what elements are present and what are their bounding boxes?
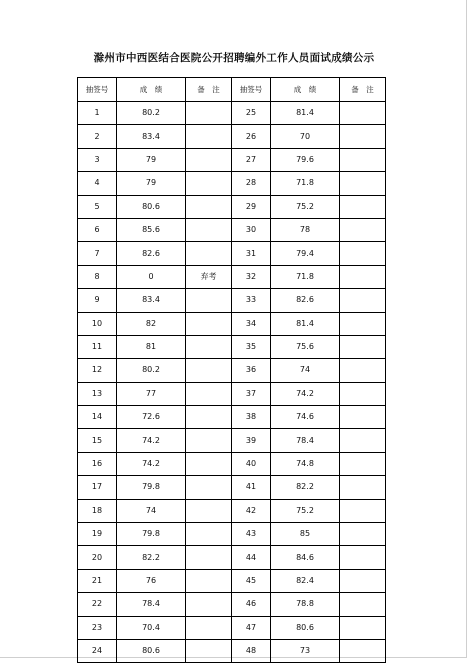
table-row	[78, 335, 386, 358]
remarks-cell	[340, 546, 386, 569]
remarks-cell	[340, 312, 386, 335]
score-cell: 81.4	[271, 312, 340, 335]
remarks-cell	[340, 429, 386, 452]
lot-number-cell: 4	[78, 172, 117, 195]
remarks-cell	[340, 125, 386, 148]
score-cell: 84.6	[271, 546, 340, 569]
lot-number-cell: 48	[232, 639, 271, 662]
remarks-cell	[186, 546, 232, 569]
score-cell: 74	[271, 359, 340, 382]
table-row	[78, 429, 386, 452]
score-cell: 79	[117, 172, 186, 195]
lot-number-cell: 11	[78, 335, 117, 358]
score-cell: 74.6	[271, 406, 340, 429]
remarks-cell	[186, 452, 232, 475]
table-row	[78, 242, 386, 265]
lot-number-cell: 21	[78, 569, 117, 592]
lot-number-cell: 38	[232, 406, 271, 429]
score-cell: 85	[271, 523, 340, 546]
remarks-cell	[340, 335, 386, 358]
table-row	[78, 148, 386, 171]
score-cell: 72.6	[117, 406, 186, 429]
lot-number-cell: 30	[232, 218, 271, 241]
remarks-cell	[340, 569, 386, 592]
score-cell: 82	[117, 312, 186, 335]
remarks-cell	[340, 289, 386, 312]
remarks-cell	[186, 406, 232, 429]
lot-number-cell: 25	[232, 102, 271, 125]
header-remarks: 备 注	[340, 78, 386, 102]
remarks-cell	[340, 218, 386, 241]
remarks-cell	[340, 148, 386, 171]
remarks-cell	[340, 265, 386, 288]
remarks-cell	[186, 172, 232, 195]
table-row	[78, 382, 386, 405]
score-cell: 71.8	[271, 265, 340, 288]
header-remarks: 备 注	[186, 78, 232, 102]
lot-number-cell: 41	[232, 476, 271, 499]
lot-number-cell: 42	[232, 499, 271, 522]
score-cell: 80.2	[117, 102, 186, 125]
score-cell: 80.2	[117, 359, 186, 382]
score-cell: 75.2	[271, 499, 340, 522]
remarks-cell	[186, 429, 232, 452]
lot-number-cell: 43	[232, 523, 271, 546]
lot-number-cell: 24	[78, 639, 117, 662]
remarks-cell	[186, 616, 232, 639]
lot-number-cell: 5	[78, 195, 117, 218]
lot-number-cell: 37	[232, 382, 271, 405]
lot-number-cell: 28	[232, 172, 271, 195]
lot-number-cell: 34	[232, 312, 271, 335]
document-title: 滁州市中西医结合医院公开招聘编外工作人员面试成绩公示	[93, 52, 375, 64]
score-cell: 82.4	[271, 569, 340, 592]
table-header-row	[78, 78, 386, 102]
header-lot-number: 抽签号	[78, 78, 117, 102]
table-row	[78, 569, 386, 592]
score-cell: 79.8	[117, 523, 186, 546]
remarks-cell	[340, 242, 386, 265]
score-cell: 79.8	[117, 476, 186, 499]
table-row	[78, 499, 386, 522]
table-row	[78, 265, 386, 288]
remarks-cell	[186, 499, 232, 522]
lot-number-cell: 10	[78, 312, 117, 335]
lot-number-cell: 40	[232, 452, 271, 475]
table-row	[78, 102, 386, 125]
score-cell: 80.6	[117, 639, 186, 662]
score-cell: 81	[117, 335, 186, 358]
lot-number-cell: 9	[78, 289, 117, 312]
scores-table-body	[78, 78, 386, 663]
lot-number-cell: 44	[232, 546, 271, 569]
table-row	[78, 476, 386, 499]
scores-table	[77, 77, 386, 663]
score-cell: 74	[117, 499, 186, 522]
score-cell: 71.8	[271, 172, 340, 195]
table-row	[78, 523, 386, 546]
lot-number-cell: 1	[78, 102, 117, 125]
lot-number-cell: 12	[78, 359, 117, 382]
lot-number-cell: 7	[78, 242, 117, 265]
remarks-cell	[340, 499, 386, 522]
lot-number-cell: 16	[78, 452, 117, 475]
table-row	[78, 312, 386, 335]
lot-number-cell: 3	[78, 148, 117, 171]
header-score: 成 绩	[271, 78, 340, 102]
lot-number-cell: 14	[78, 406, 117, 429]
table-row	[78, 593, 386, 616]
lot-number-cell: 22	[78, 593, 117, 616]
remarks-cell	[186, 639, 232, 662]
score-cell: 70	[271, 125, 340, 148]
remarks-cell	[340, 523, 386, 546]
score-cell: 74.8	[271, 452, 340, 475]
lot-number-cell: 32	[232, 265, 271, 288]
lot-number-cell: 26	[232, 125, 271, 148]
score-cell: 74.2	[117, 429, 186, 452]
lot-number-cell: 6	[78, 218, 117, 241]
remarks-cell	[186, 359, 232, 382]
table-row	[78, 172, 386, 195]
score-cell: 83.4	[117, 125, 186, 148]
remarks-cell	[340, 616, 386, 639]
remarks-cell	[340, 195, 386, 218]
score-cell: 79	[117, 148, 186, 171]
lot-number-cell: 29	[232, 195, 271, 218]
remarks-cell	[186, 218, 232, 241]
remarks-cell	[340, 172, 386, 195]
lot-number-cell: 47	[232, 616, 271, 639]
remarks-cell	[340, 102, 386, 125]
score-cell: 82.6	[271, 289, 340, 312]
remarks-cell	[186, 195, 232, 218]
score-cell: 78.4	[117, 593, 186, 616]
lot-number-cell: 19	[78, 523, 117, 546]
remarks-cell	[186, 382, 232, 405]
lot-number-cell: 39	[232, 429, 271, 452]
lot-number-cell: 8	[78, 265, 117, 288]
lot-number-cell: 23	[78, 616, 117, 639]
score-cell: 80.6	[271, 616, 340, 639]
remarks-cell	[340, 476, 386, 499]
header-score: 成 绩	[117, 78, 186, 102]
score-cell: 70.4	[117, 616, 186, 639]
table-row	[78, 616, 386, 639]
table-row	[78, 289, 386, 312]
remarks-cell	[340, 593, 386, 616]
remarks-cell	[340, 452, 386, 475]
score-cell: 73	[271, 639, 340, 662]
lot-number-cell: 15	[78, 429, 117, 452]
lot-number-cell: 13	[78, 382, 117, 405]
score-cell: 76	[117, 569, 186, 592]
score-cell: 80.6	[117, 195, 186, 218]
score-cell: 85.6	[117, 218, 186, 241]
lot-number-cell: 2	[78, 125, 117, 148]
lot-number-cell: 18	[78, 499, 117, 522]
score-cell: 74.2	[271, 382, 340, 405]
remarks-cell	[340, 639, 386, 662]
remarks-cell	[186, 148, 232, 171]
remarks-cell	[186, 289, 232, 312]
score-cell: 79.6	[271, 148, 340, 171]
score-cell: 74.2	[117, 452, 186, 475]
remarks-cell	[340, 359, 386, 382]
remarks-cell: 弃考	[186, 265, 232, 288]
table-row	[78, 125, 386, 148]
lot-number-cell: 46	[232, 593, 271, 616]
remarks-cell	[186, 569, 232, 592]
remarks-cell	[186, 312, 232, 335]
score-cell: 0	[117, 265, 186, 288]
score-cell: 78.8	[271, 593, 340, 616]
score-cell: 78	[271, 218, 340, 241]
lot-number-cell: 36	[232, 359, 271, 382]
lot-number-cell: 33	[232, 289, 271, 312]
score-cell: 83.4	[117, 289, 186, 312]
score-cell: 79.4	[271, 242, 340, 265]
lot-number-cell: 31	[232, 242, 271, 265]
remarks-cell	[186, 125, 232, 148]
table-row	[78, 359, 386, 382]
lot-number-cell: 27	[232, 148, 271, 171]
table-row	[78, 218, 386, 241]
score-cell: 75.6	[271, 335, 340, 358]
score-cell: 82.6	[117, 242, 186, 265]
table-row	[78, 452, 386, 475]
remarks-cell	[186, 335, 232, 358]
remarks-cell	[186, 593, 232, 616]
remarks-cell	[186, 102, 232, 125]
remarks-cell	[186, 523, 232, 546]
lot-number-cell: 20	[78, 546, 117, 569]
score-cell: 81.4	[271, 102, 340, 125]
table-row	[78, 195, 386, 218]
score-cell: 77	[117, 382, 186, 405]
table-row	[78, 546, 386, 569]
lot-number-cell: 45	[232, 569, 271, 592]
table-row	[78, 639, 386, 662]
score-cell: 82.2	[271, 476, 340, 499]
remarks-cell	[186, 242, 232, 265]
header-lot-number: 抽签号	[232, 78, 271, 102]
score-cell: 82.2	[117, 546, 186, 569]
lot-number-cell: 17	[78, 476, 117, 499]
lot-number-cell: 35	[232, 335, 271, 358]
score-cell: 78.4	[271, 429, 340, 452]
remarks-cell	[186, 476, 232, 499]
remarks-cell	[340, 382, 386, 405]
table-row	[78, 406, 386, 429]
remarks-cell	[340, 406, 386, 429]
score-cell: 75.2	[271, 195, 340, 218]
